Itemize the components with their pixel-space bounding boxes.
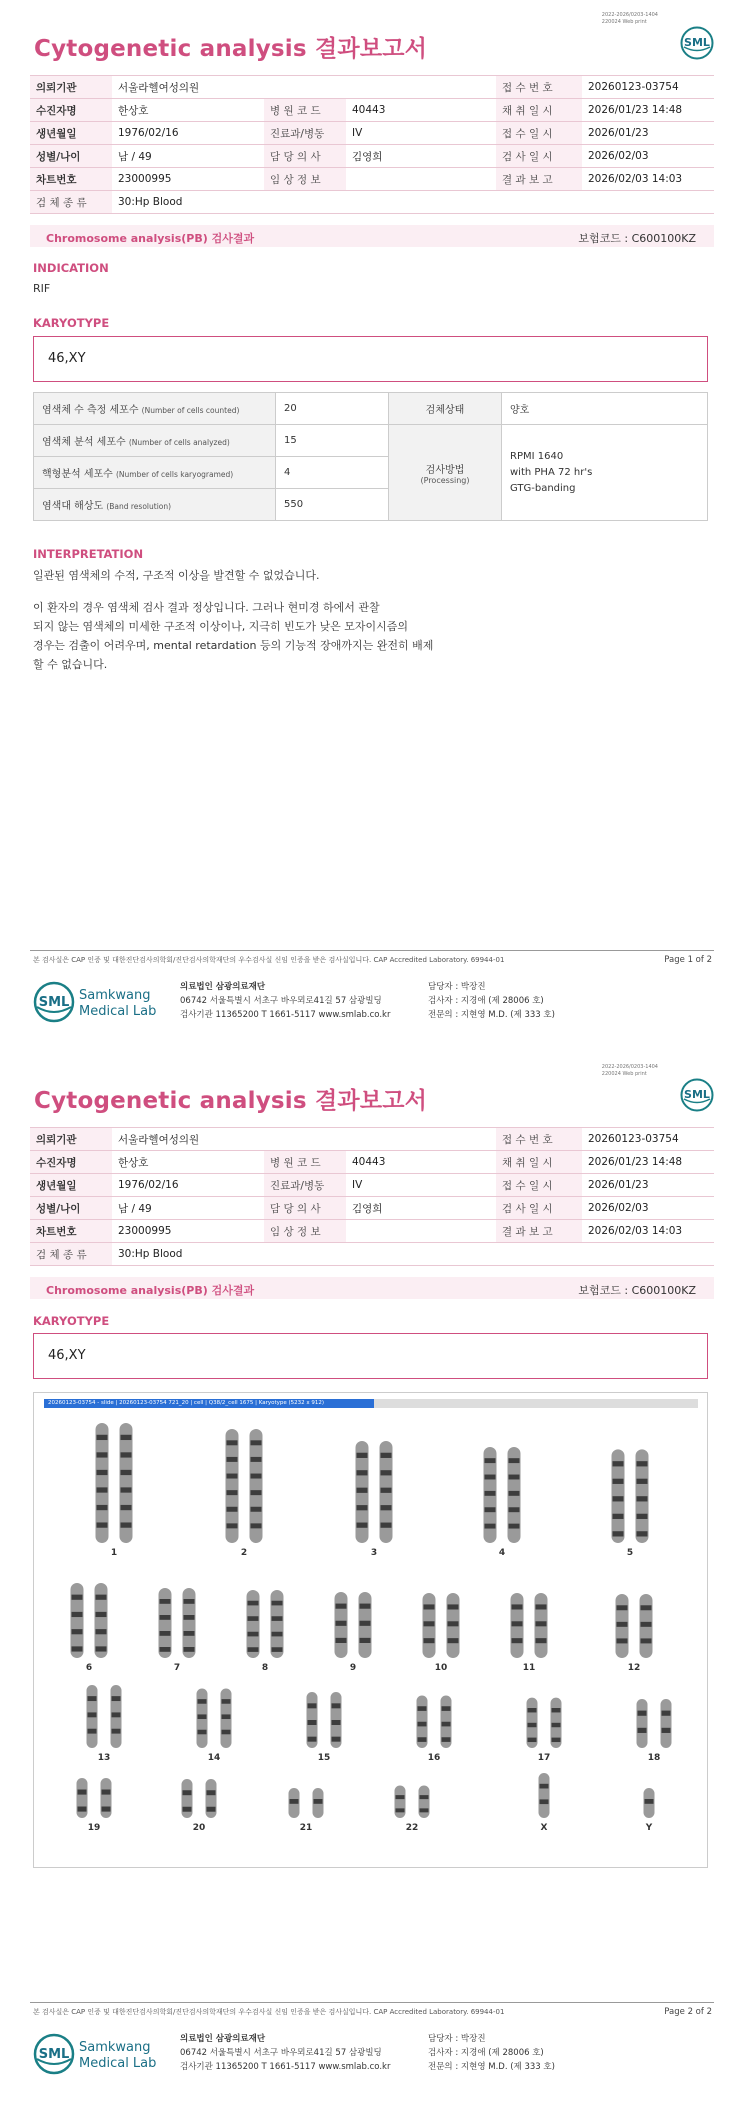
chromosome [120, 1423, 133, 1543]
info-row: 수진자명 한상호 병 원 코 드 40443 채 취 일 시 2026/01/23 14:48 [30, 1151, 714, 1174]
chromosome [87, 1685, 98, 1748]
chromosome-label: 7 [173, 1663, 181, 1673]
patient-info-table [30, 75, 714, 214]
chromosome [271, 1590, 284, 1658]
samkwang-logo [33, 977, 183, 1027]
chromosome [197, 1689, 208, 1749]
indication-text: RIF [33, 282, 51, 295]
chromosome-label: 15 [317, 1753, 331, 1763]
svg-text:SML: SML [38, 2047, 70, 2062]
svg-text:SML: SML [684, 36, 710, 49]
chromosome [508, 1447, 521, 1543]
print-stamp: 2022-2026/0203-1404 220024 Web print [601, 12, 658, 25]
chromosome [307, 1692, 318, 1748]
info-row: 성별/나이 남 / 49 담 당 의 사 김영희 검 사 일 시 2026/02/03 [30, 1197, 714, 1220]
chromosome [335, 1592, 348, 1658]
chromosome-label: 4 [498, 1548, 506, 1558]
chromosome [441, 1696, 452, 1749]
sml-logo [680, 1078, 714, 1112]
report-title: Cytogenetic analysis 결과보고서 [34, 1088, 428, 1114]
chromosome-label: 14 [207, 1753, 221, 1763]
svg-text:Medical Lab: Medical Lab [79, 2056, 157, 2071]
chromosome [95, 1583, 108, 1658]
chromosome [417, 1696, 428, 1749]
karyotype-value: 46,XY [48, 1348, 86, 1363]
chromosome [250, 1429, 263, 1543]
footer-divider [30, 2002, 714, 2003]
info-row: 의뢰기관 서울라헬여성의원 접 수 번 호 20260123-03754 [30, 1128, 714, 1151]
svg-text:Medical Lab: Medical Lab [79, 1004, 157, 1019]
chromosome-label: 21 [299, 1823, 313, 1833]
method-value: RPMI 1640 with PHA 72 hr's GTG-banding [502, 425, 708, 521]
accreditation-note: 본 검사실은 CAP 인증 및 대한진단검사의학회/진단검사의학재단의 우수검사실 신임 인증을 받은 검사실입니다. CAP Accredited Laboratory. 69944-01 [33, 2008, 505, 2016]
interpretation-body: 이 환자의 경우 염색체 검사 결과 정상입니다. 그러나 현미경 하에서 관찰 되지 않는 염색체의 미세한 구조적 이상이나, 지극히 빈도가 낮은 모자이시즘의 경우는 검출이 어려우며, mental retardation 등의 기능적 장애까지는 완전히 배제 할 수 없습니다. [33, 601, 434, 671]
karyogram-image [33, 1392, 708, 1868]
chromosome [637, 1699, 648, 1748]
info-row: 성별/나이 남 / 49 담 당 의 사 김영희 검 사 일 시 2026/02/03 [30, 145, 714, 168]
chromosome [527, 1698, 538, 1748]
chromosome-label: 13 [97, 1753, 111, 1763]
chromosome-label: Y [645, 1823, 653, 1833]
info-row: 생년월일 1976/02/16 진료과/병동 IV 접 수 일 시 2026/01/23 [30, 1174, 714, 1197]
samkwang-logo [33, 2029, 183, 2079]
chromosome-label: 18 [647, 1753, 661, 1763]
count-row: 염색체 분석 세포수 (Number of cells analyzed) 15 검사방법 (Processing) RPMI 1640 with PHA 72 hr's GTG-banding [34, 425, 708, 457]
chromosome [511, 1593, 524, 1658]
staff-info: 담당자 : 박장진 검사자 : 지경애 (제 28006 호) 전문의 : 지현영 M.D. (제 333 호) [428, 2034, 555, 2072]
chromosome [226, 1429, 239, 1543]
svg-text:SML: SML [38, 995, 70, 1010]
info-row: 검 체 종 류 30:Hp Blood [30, 191, 714, 214]
footer-divider [30, 950, 714, 951]
chromosome [419, 1786, 430, 1819]
page-number: Page 1 of 2 [664, 955, 712, 965]
chromosome-label: 12 [627, 1663, 641, 1673]
chromosome [423, 1593, 436, 1658]
chromosome [101, 1778, 112, 1818]
chromosome-label: 2 [240, 1548, 248, 1558]
chromosome [356, 1441, 369, 1543]
sml-logo [680, 26, 714, 60]
chromosome [551, 1698, 562, 1748]
report-title: Cytogenetic analysis 결과보고서 [34, 36, 428, 62]
method-label: 검사방법 (Processing) [389, 425, 502, 521]
info-row: 검 체 종 류 30:Hp Blood [30, 1243, 714, 1266]
chromosome [313, 1788, 324, 1818]
result-section-bar: Chromosome analysis(PB) 검사결과 보험코드 : C600100KZ [30, 1277, 714, 1299]
karyotype-box [33, 336, 708, 382]
chromosome-label: 5 [626, 1548, 634, 1558]
chromosome [535, 1593, 548, 1658]
chromosome [612, 1449, 625, 1543]
chromosome [71, 1583, 84, 1658]
karyogram-caption: 20260123-03754 - slide | 20260123-03754 721_20 | cell | Q38/2_cell 1675 | Karyotype (5232 x 912) [44, 1399, 374, 1408]
chromosome [247, 1590, 260, 1658]
count-row: 염색체 수 측정 세포수 (Number of cells counted) 20 검체상태 양호 [34, 393, 708, 425]
interpretation-heading: INTERPRETATION [33, 547, 144, 561]
organization-info: 의료법인 삼광의료재단 06742 서울특별시 서초구 바우뫼로41길 57 삼광빌딩 검사기관 11365200 T 1661-5117 www.smlab.co.kr [180, 2034, 391, 2072]
chromosome [206, 1779, 217, 1818]
count-row: 핵형분석 세포수 (Number of cells karyogramed) 4 [34, 457, 708, 489]
chromosome [182, 1779, 193, 1818]
svg-text:SML: SML [684, 1088, 710, 1101]
chromosome [331, 1692, 342, 1748]
chromosome [96, 1423, 109, 1543]
chromosome-label: 9 [349, 1663, 357, 1673]
chromosome [616, 1594, 629, 1658]
chromosome [380, 1441, 393, 1543]
chromosome [636, 1449, 649, 1543]
staff-info: 담당자 : 박장진 검사자 : 지경애 (제 28006 호) 전문의 : 지현영 M.D. (제 333 호) [428, 982, 555, 1020]
info-row: 차트번호 23000995 임 상 정 보 결 과 보 고 2026/02/03 14:03 [30, 1220, 714, 1243]
chromosome-label: 6 [85, 1663, 93, 1673]
chromosome-label: 22 [405, 1823, 419, 1833]
chromosome [661, 1699, 672, 1748]
chromosome-label: 17 [537, 1753, 551, 1763]
accreditation-note: 본 검사실은 CAP 인증 및 대한진단검사의학회/진단검사의학재단의 우수검사실 신임 인증을 받은 검사실입니다. CAP Accredited Laboratory. 69944-01 [33, 956, 505, 964]
result-section-bar: Chromosome analysis(PB) 검사결과 보험코드 : C600100KZ [30, 225, 714, 247]
svg-text:Samkwang: Samkwang [79, 988, 151, 1003]
chromosome-label: 10 [434, 1663, 448, 1673]
info-row: 생년월일 1976/02/16 진료과/병동 IV 접 수 일 시 2026/01/23 [30, 122, 714, 145]
page-number: Page 2 of 2 [664, 2007, 712, 2017]
chromosome [447, 1593, 460, 1658]
chromosome [183, 1588, 196, 1658]
indication-heading: INDICATION [33, 261, 109, 275]
info-row: 의뢰기관 서울라헬여성의원 접 수 번 호 20260123-03754 [30, 76, 714, 99]
organization-info: 의료법인 삼광의료재단 06742 서울특별시 서초구 바우뫼로41길 57 삼광빌딩 검사기관 11365200 T 1661-5117 www.smlab.co.kr [180, 982, 391, 1020]
karyotype-heading: KARYOTYPE [33, 1314, 110, 1328]
chromosome-label: 8 [261, 1663, 269, 1673]
count-row: 염색대 해상도 (Band resolution) 550 [34, 489, 708, 521]
chromosome [77, 1778, 88, 1818]
karyotype-value: 46,XY [48, 351, 86, 366]
chromosome-label: 1 [110, 1548, 118, 1558]
chromosome [159, 1588, 172, 1658]
chromosome-label: 19 [87, 1823, 101, 1833]
info-row: 수진자명 한상호 병 원 코 드 40443 채 취 일 시 2026/01/23 14:48 [30, 99, 714, 122]
chromosome-label: 11 [522, 1663, 536, 1673]
chromosome [640, 1594, 653, 1658]
svg-text:Samkwang: Samkwang [79, 2040, 151, 2055]
print-stamp: 2022-2026/0203-1404 220024 Web print [601, 1064, 658, 1077]
chromosome-label: 3 [370, 1548, 378, 1558]
chromosome-label: 16 [427, 1753, 441, 1763]
chromosome [484, 1447, 497, 1543]
chromosome [111, 1685, 122, 1748]
chromosome-label: 20 [192, 1823, 206, 1833]
chromosome [539, 1773, 550, 1818]
interpretation-summary: 일관된 염색체의 수적, 구조적 이상을 발견할 수 없었습니다. [33, 569, 320, 582]
karyotype-box [33, 1333, 708, 1379]
chromosome [221, 1689, 232, 1749]
chromosome [359, 1592, 372, 1658]
chromosome [644, 1788, 655, 1818]
cell-count-table [33, 392, 708, 521]
info-row: 차트번호 23000995 임 상 정 보 결 과 보 고 2026/02/03 14:03 [30, 168, 714, 191]
chromosome-label: X [540, 1823, 548, 1833]
karyotype-heading: KARYOTYPE [33, 316, 110, 330]
patient-info-table [30, 1127, 714, 1266]
chromosome [395, 1786, 406, 1819]
karyogram-chromosomes [34, 1393, 707, 1867]
chromosome [289, 1788, 300, 1818]
